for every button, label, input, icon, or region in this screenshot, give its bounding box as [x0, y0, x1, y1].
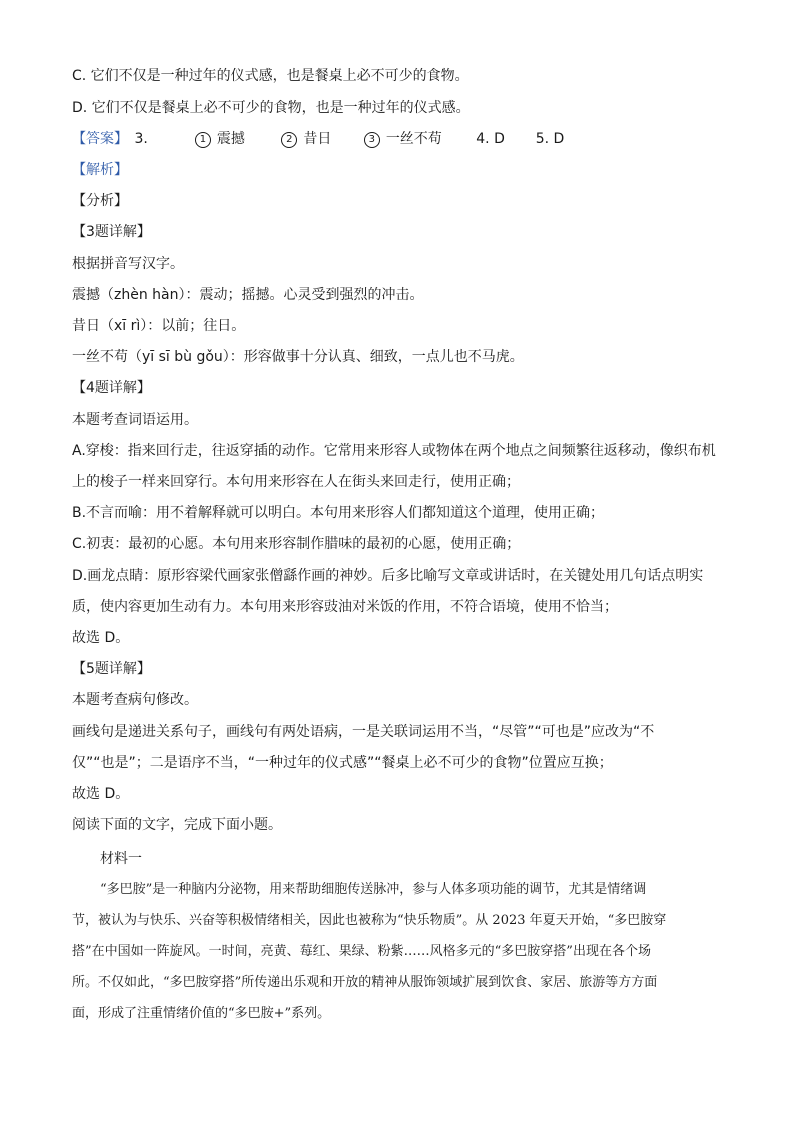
- q4-line-6: D.画龙点睛：原形容梁代画家张僧繇作画的神妙。后多比喻写文章或讲话时，在关键处用几句话点明实: [72, 568, 704, 584]
- answer-q3: 3.: [134, 131, 148, 147]
- q3-line-1: 根据拼音写汉字。: [72, 256, 184, 272]
- circled-number-3: 3: [364, 132, 380, 148]
- q3-heading: 【3题详解】: [72, 224, 151, 240]
- material-label: 材料一: [100, 851, 142, 867]
- answer-item-3: [364, 129, 472, 149]
- q4-heading: 【4题详解】: [72, 380, 151, 396]
- answer-value-3: 一丝不苟: [385, 131, 442, 147]
- material-line-4: 所。不仅如此，“多巴胺穿搭”所传递出乐观和开放的精神从服饰领域扩展到饮食、家居、旅游等方方面: [72, 975, 658, 990]
- answer-label: 【答案】: [72, 131, 128, 147]
- answer-q4: 4. D: [476, 131, 505, 147]
- q5-line-1: 本题考查病句修改。: [72, 692, 198, 708]
- q5-line-3: 仅”“也是”；二是语序不当，“一种过年的仪式感”“餐桌上必不可少的食物”位置应互换；: [72, 755, 613, 771]
- q3-line-4: 一丝不苟（yī sī bù gǒu）：形容做事十分认真、细致，一点儿也不马虎。: [72, 349, 524, 365]
- q4-line-3: 上的梭子一样来回穿行。本句用来形容在人在街头来回走行，使用正确；: [72, 474, 520, 490]
- q3-line-3: 昔日（xī rì）：以前；往日。: [72, 318, 246, 334]
- material-line-3: 搭”在中国如一阵旋风。一时间，亮黄、莓红、果绿、粉紫……风格多元的“多巴胺穿搭”出现在各个场: [72, 944, 651, 959]
- q5-heading: 【5题详解】: [72, 661, 151, 677]
- material-line-2: 节，被认为与快乐、兴奋等积极情绪相关，因此也被称为“快乐物质”。从 2023 年夏天开始，“多巴胺穿: [72, 913, 667, 928]
- option-d: D. 它们不仅是餐桌上必不可少的食物，也是一种过年的仪式感。: [72, 100, 470, 116]
- q5-line-2: 画线句是递进关系句子，画线句有两处语病，一是关联词运用不当，“尽管”“可也是”应改为“不: [72, 724, 655, 740]
- material-line-5: 面，形成了注重情绪价值的“多巴胺+”系列。: [72, 1006, 331, 1021]
- q4-line-5: C.初衷：最初的心愿。本句用来形容制作腊味的最初的心愿，使用正确；: [72, 536, 521, 552]
- answer-item-2: [281, 129, 359, 149]
- q4-line-2: A.穿梭：指来回行走，往返穿插的动作。它常用来形容人或物体在两个地点之间频繁往返移动，像织布机: [72, 443, 716, 459]
- answer-value-1: 震撼: [216, 131, 245, 147]
- answer-row: [72, 129, 564, 149]
- q5-line-4: 故选 D。: [72, 786, 130, 802]
- material-line-1: “多巴胺”是一种脑内分泌物，用来帮助细胞传送脉冲，参与人体多项功能的调节，尤其是情绪调: [100, 882, 647, 897]
- analysis-label: 【解析】: [72, 162, 128, 178]
- q3-line-2: 震撼（zhèn hàn）：震动；摇撼。心灵受到强烈的冲击。: [72, 287, 424, 303]
- answer-q5: 5. D: [535, 131, 565, 147]
- q4-line-1: 本题考查词语运用。: [72, 412, 198, 428]
- option-c: C. 它们不仅是一种过年的仪式感，也是餐桌上必不可少的食物。: [72, 68, 469, 84]
- q4-line-8: 故选 D。: [72, 630, 130, 646]
- answer-item-1: [195, 129, 277, 149]
- answer-value-2: 昔日: [303, 131, 332, 147]
- q4-line-4: B.不言而喻：用不着解释就可以明白。本句用来形容人们都知道这个道理，使用正确；: [72, 505, 605, 521]
- fenxi-heading: 【分析】: [72, 193, 128, 209]
- q4-line-7: 质，使内容更加生动有力。本句用来形容豉油对米饭的作用，不符合语境，使用不恰当；: [72, 599, 618, 615]
- circled-number-1: 1: [195, 132, 211, 148]
- reading-prompt: 阅读下面的文字，完成下面小题。: [72, 817, 282, 833]
- circled-number-2: 2: [281, 132, 297, 148]
